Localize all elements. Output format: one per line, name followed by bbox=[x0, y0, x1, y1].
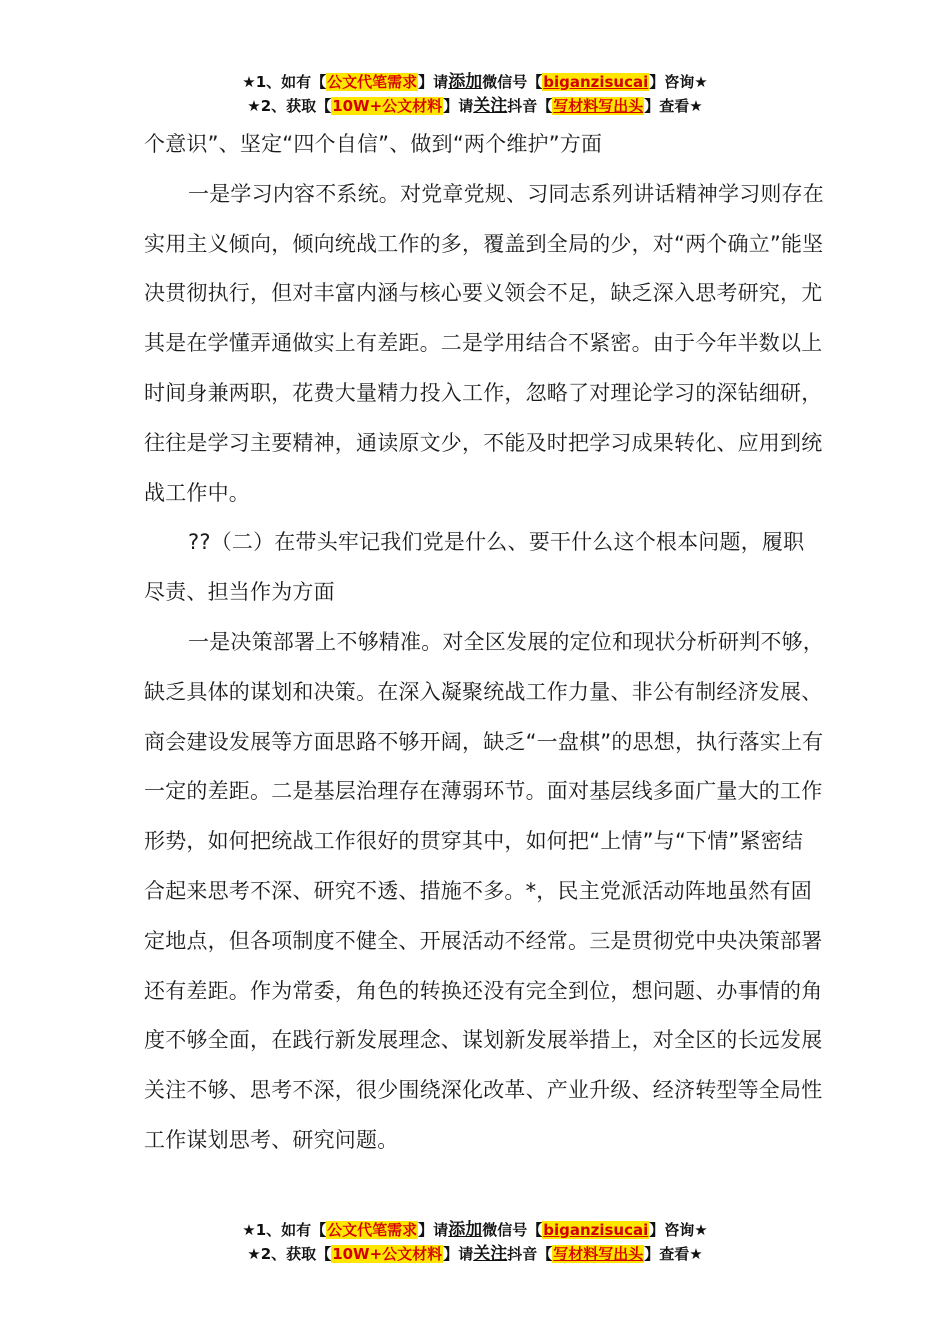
document-body bbox=[144, 120, 824, 1166]
highlight-text: 公文代笔需求 bbox=[327, 73, 418, 91]
banner-text: 】咨询★ bbox=[649, 73, 708, 91]
banner-text: 】请 bbox=[418, 73, 449, 91]
highlight-text: 10W+公文材料 bbox=[332, 97, 443, 115]
header-banner bbox=[0, 70, 950, 118]
banner-text: 抖音【 bbox=[507, 97, 553, 115]
footer-banner bbox=[0, 1218, 950, 1266]
banner-text: 微信号【 bbox=[482, 1221, 543, 1239]
highlight-text: 公文代笔需求 bbox=[327, 1221, 418, 1239]
star-icon: ★ bbox=[242, 1221, 256, 1239]
star-icon: ★ bbox=[247, 97, 261, 115]
underlined-text: 关注 bbox=[473, 96, 508, 116]
banner-text: 】查看★ bbox=[644, 1245, 703, 1263]
footer-line-1 bbox=[0, 1218, 950, 1242]
star-icon: ★ bbox=[247, 1245, 261, 1263]
header-line-2 bbox=[0, 94, 950, 118]
banner-text: 】咨询★ bbox=[649, 1221, 708, 1239]
wechat-id: biganzisucai bbox=[543, 1221, 649, 1239]
banner-text: 】查看★ bbox=[644, 97, 703, 115]
paragraph: 个意识”、坚定“四个自信”、做到“两个维护”方面 bbox=[144, 132, 603, 156]
banner-text: 抖音【 bbox=[507, 1245, 553, 1263]
star-icon: ★ bbox=[242, 73, 256, 91]
douyin-id: 写材料写出头 bbox=[553, 1245, 644, 1263]
underlined-text: 关注 bbox=[473, 1244, 508, 1264]
section-heading: ??（二）在带头牢记我们党是什么、要干什么这个根本问题，履职尽责、担当作为方面 bbox=[144, 530, 805, 605]
banner-text: 2、获取【 bbox=[260, 97, 332, 115]
banner-text: 2、获取【 bbox=[260, 1245, 332, 1263]
paragraph: 一是学习内容不系统。对党章党规、习同志系列讲话精神学习则存在实用主义倾向，倾向统战工作的多，覆盖到全局的少，对“两个确立”能坚决贯彻执行，但对丰富内涵与核心要义领会不足，缺乏深入思考研究，尤其是在学懂弄通做实上有差距。二是学用结合不紧密。由于今年半数以上时间身兼两职，花费大量精力投入工作，忽略了对理论学习的深钻细研，往往是学习主要精神，通读原文少，不能及时把学习成果转化、应用到统战工作中。 bbox=[144, 181, 824, 505]
paragraph: 一是决策部署上不够精准。对全区发展的定位和现状分析研判不够，缺乏具体的谋划和决策。在深入凝聚统战工作力量、非公有制经济发展、商会建设发展等方面思路不够开阔，缺乏“一盘棋”的思想，执行落实上有一定的差距。二是基层治理存在薄弱环节。面对基层线多面广量大的工作形势，如何把统战工作很好的贯穿其中，如何把“上情”与“下情”紧密结合起来思考不深、研究不透、措施不多。*，民主党派活动阵地虽然有固定地点，但各项制度不健全、开展活动不经常。三是贯彻党中央决策部署还有差距。作为常委，角色的转换还没有完全到位，想问题、办事情的角度不够全面，在践行新发展理念、谋划新发展举措上，对全区的长远发展关注不够、思考不深，很少围绕深化改革、产业升级、经济转型等全局性工作谋划思考、研究问题。 bbox=[144, 629, 824, 1152]
header-line-1 bbox=[0, 70, 950, 94]
banner-text: 】请 bbox=[443, 97, 474, 115]
banner-text: 】请 bbox=[418, 1221, 449, 1239]
banner-text: 】请 bbox=[443, 1245, 474, 1263]
banner-text: 1、如有【 bbox=[255, 73, 327, 91]
banner-text: 1、如有【 bbox=[255, 1221, 327, 1239]
highlight-text: 10W+公文材料 bbox=[332, 1245, 443, 1263]
underlined-text: 添加 bbox=[448, 72, 483, 92]
banner-text: 微信号【 bbox=[482, 73, 543, 91]
footer-line-2 bbox=[0, 1242, 950, 1266]
underlined-text: 添加 bbox=[448, 1220, 483, 1240]
douyin-id: 写材料写出头 bbox=[553, 97, 644, 115]
wechat-id: biganzisucai bbox=[543, 73, 649, 91]
